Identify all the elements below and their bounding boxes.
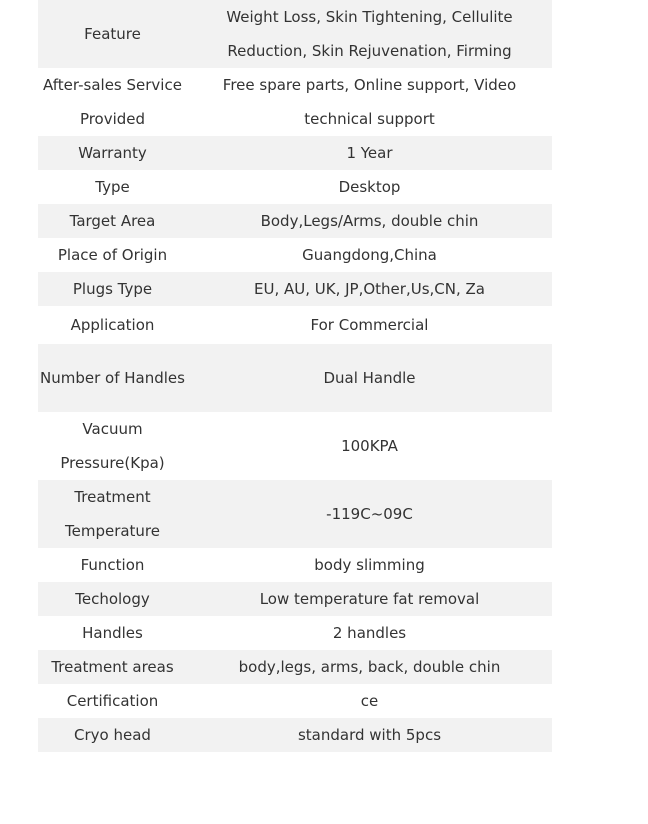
spec-label-handles: Handles <box>82 624 143 642</box>
table-row <box>38 684 552 718</box>
spec-value-techology: Low temperature fat removal <box>187 582 552 616</box>
table-row <box>38 136 552 170</box>
spec-label-function: Function <box>80 556 145 574</box>
table-row <box>38 650 552 684</box>
table-row <box>38 548 552 582</box>
spec-value-handles: 2 handles <box>332 624 407 642</box>
table-row <box>38 306 552 344</box>
spec-label-type: Type <box>95 178 130 196</box>
spec-label-place-of-origin: Place of Origin <box>57 246 168 264</box>
spec-value-function: body slimming <box>314 556 425 574</box>
spec-table <box>38 0 552 752</box>
table-row <box>38 238 552 272</box>
spec-value-vacuum-pressure: 100KPA <box>341 437 398 455</box>
spec-label-application: Application <box>70 316 155 334</box>
spec-value-after-sales-service: Free spare parts, Online support, Video technical support <box>222 76 517 128</box>
spec-value-target-area: Body,Legs/Arms, double chin <box>187 204 552 238</box>
spec-label-feature: Feature <box>38 0 187 68</box>
spec-value-warranty: 1 Year <box>187 136 552 170</box>
spec-value-type: Desktop <box>338 178 401 196</box>
spec-value-plugs-type: EU, AU, UK, JP,Other,Us,CN, Za <box>187 272 552 306</box>
spec-value-feature: Weight Loss, Skin Tightening, Cellulite Reduction, Skin Rejuvenation, Firming <box>187 0 552 68</box>
table-row <box>38 718 552 752</box>
table-row <box>38 344 552 412</box>
spec-value-treatment-temperature: -119C~09C <box>187 480 552 548</box>
table-row <box>38 412 552 480</box>
spec-label-warranty: Warranty <box>38 136 187 170</box>
spec-label-techology: Techology <box>38 582 187 616</box>
table-row <box>38 582 552 616</box>
spec-label-cryo-head: Cryo head <box>38 718 187 752</box>
spec-value-place-of-origin: Guangdong,China <box>302 246 437 264</box>
spec-label-after-sales-service: After-sales Service Provided <box>43 76 182 128</box>
spec-label-certification: Certification <box>66 692 159 710</box>
spec-value-treatment-areas: body,legs, arms, back, double chin <box>187 650 552 684</box>
spec-value-cryo-head: standard with 5pcs <box>187 718 552 752</box>
spec-label-treatment-temperature: Treatment Temperature <box>38 480 187 548</box>
spec-value-application: For Commercial <box>310 316 429 334</box>
table-row <box>38 204 552 238</box>
spec-value-number-of-handles: Dual Handle <box>187 344 552 412</box>
spec-label-vacuum-pressure: Vacuum Pressure(Kpa) <box>60 420 165 472</box>
table-row <box>38 68 552 136</box>
table-row <box>38 170 552 204</box>
spec-value-certification: ce <box>360 692 379 710</box>
table-row <box>38 480 552 548</box>
table-row <box>38 0 552 68</box>
spec-label-plugs-type: Plugs Type <box>38 272 187 306</box>
spec-label-treatment-areas: Treatment areas <box>38 650 187 684</box>
spec-label-number-of-handles: Number of Handles <box>38 344 187 412</box>
spec-label-target-area: Target Area <box>38 204 187 238</box>
table-row <box>38 272 552 306</box>
table-row <box>38 616 552 650</box>
